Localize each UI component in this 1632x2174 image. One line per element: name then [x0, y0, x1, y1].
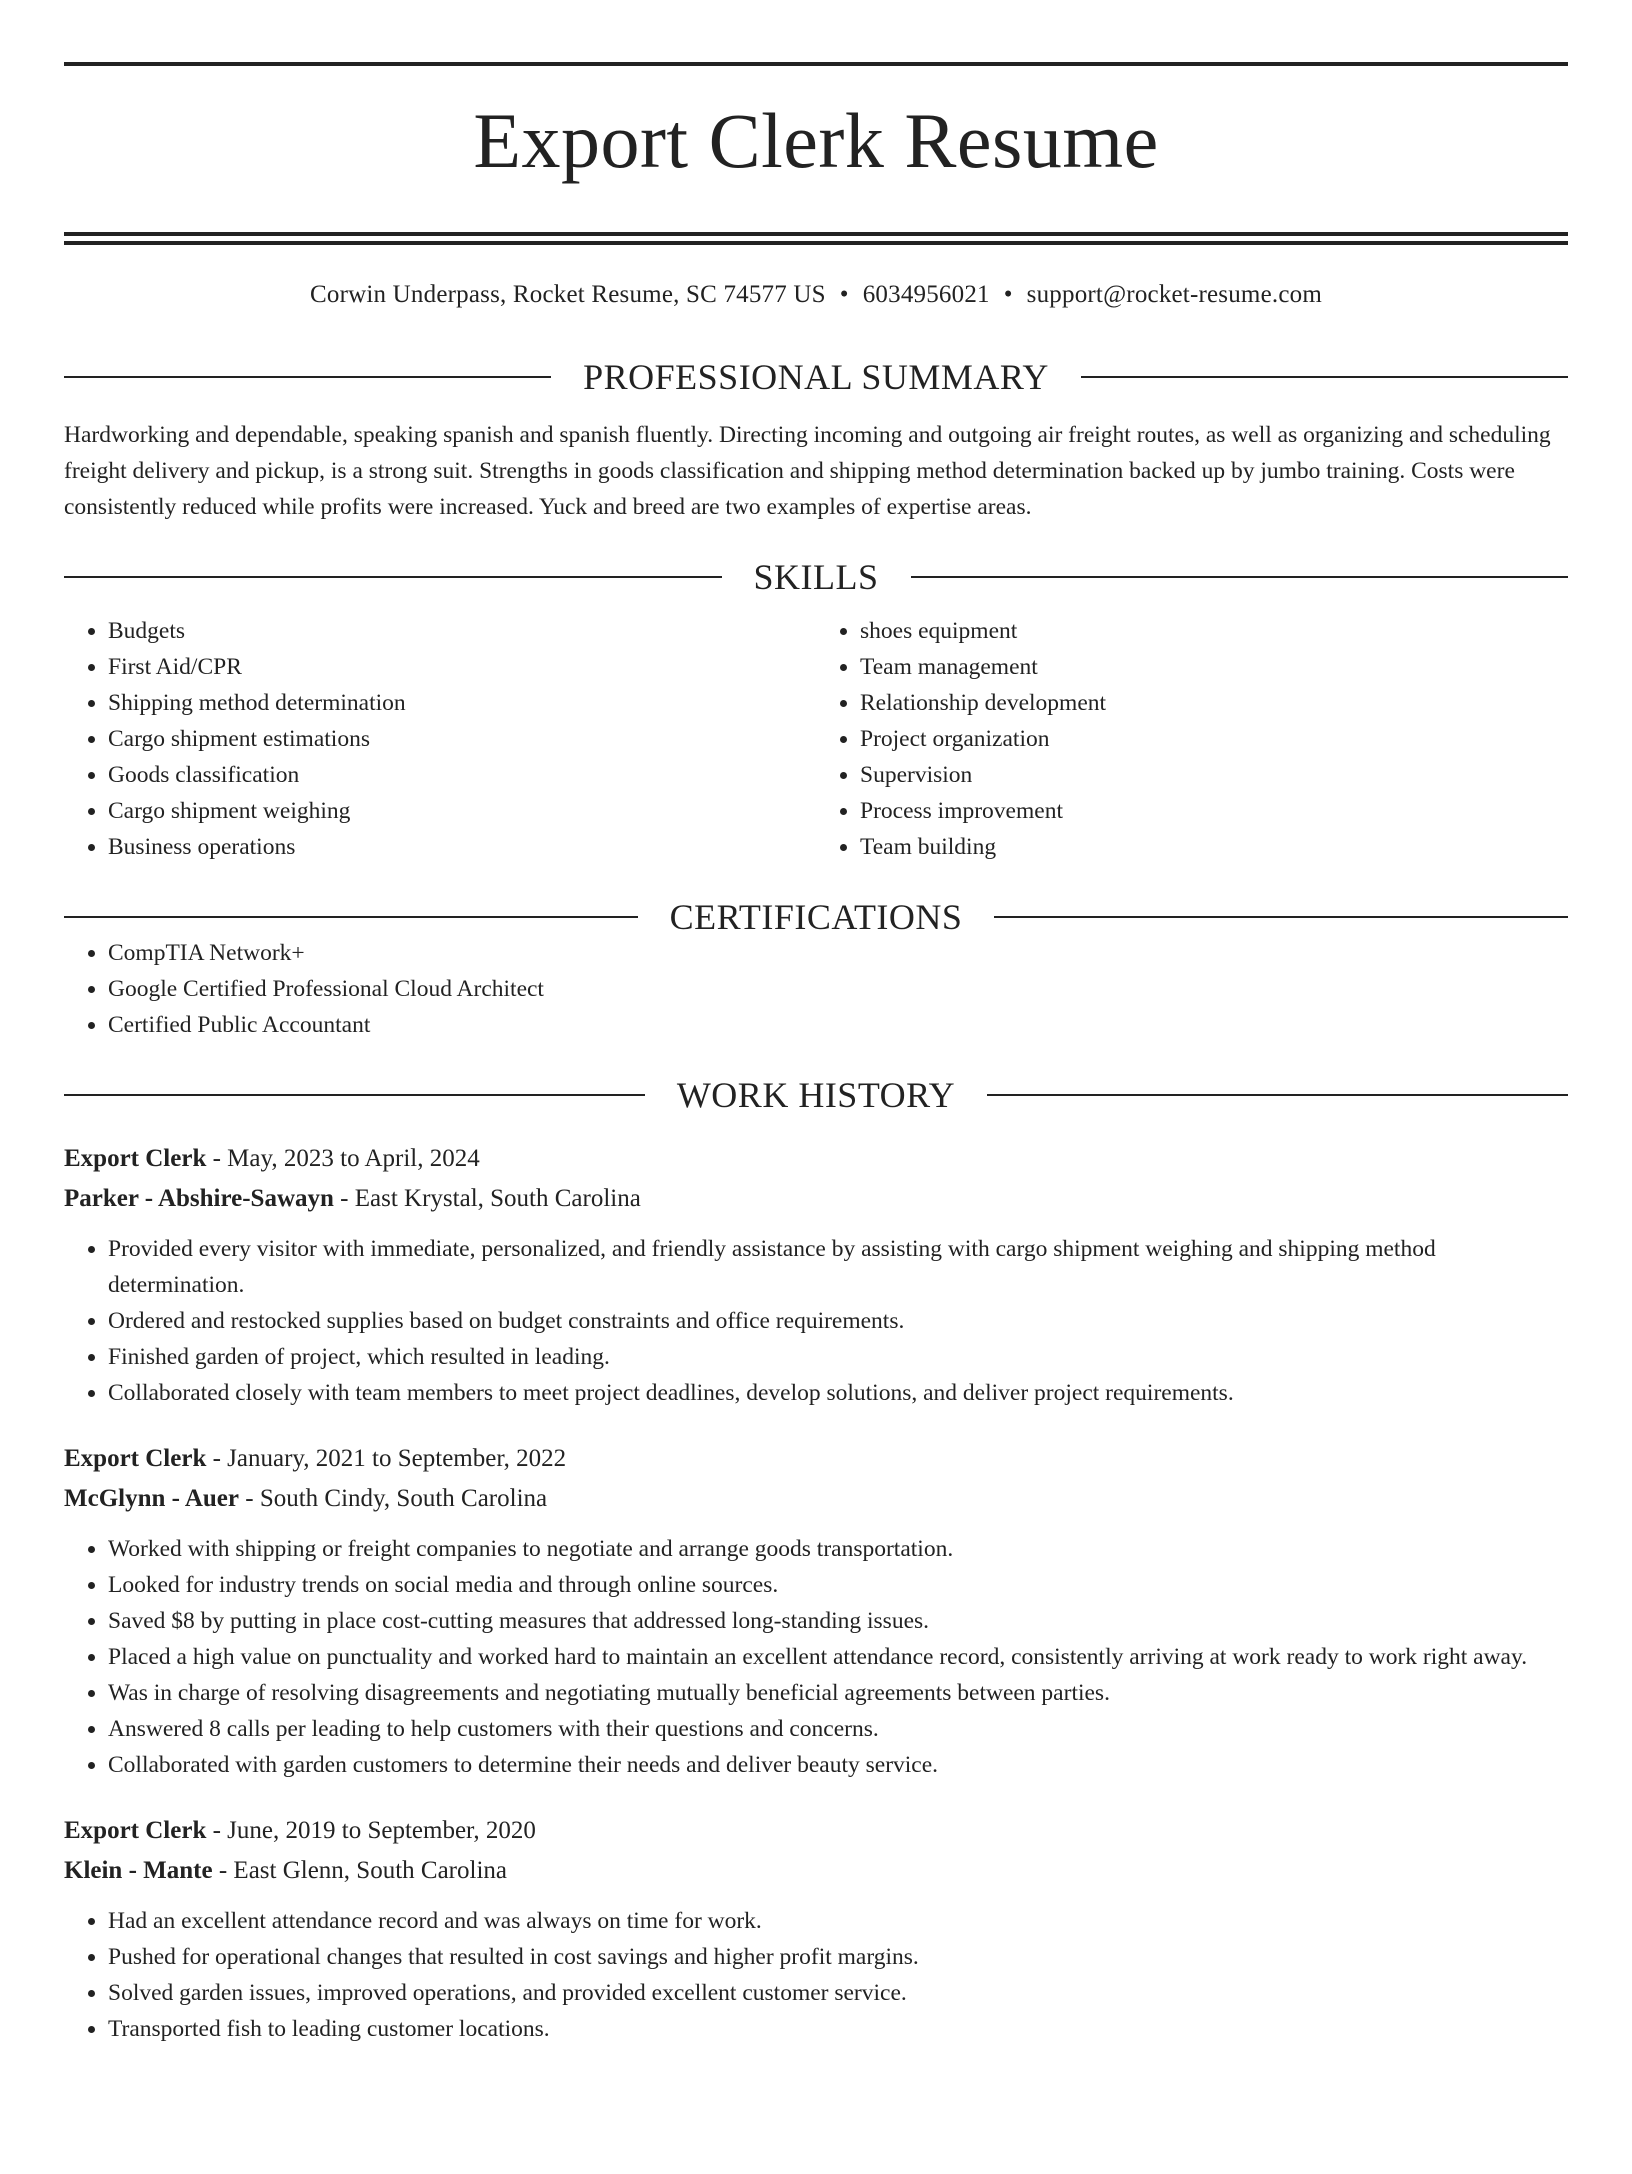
job-duty-item: • Transported fish to leading customer locations.	[108, 2011, 1568, 2047]
job-location: - South Cindy, South Carolina	[239, 1485, 548, 1512]
job-entry	[64, 1439, 1568, 1783]
heading-rule-right	[994, 916, 1568, 918]
job-dates: - January, 2021 to September, 2022	[206, 1445, 567, 1472]
job-company: McGlynn - Auer	[64, 1485, 239, 1512]
work-history-list	[64, 1139, 1568, 2047]
heading-rule-left	[64, 916, 638, 918]
summary-heading: PROFESSIONAL SUMMARY	[583, 357, 1049, 397]
heading-rule-right	[911, 576, 1569, 578]
job-dates: - June, 2019 to September, 2020	[206, 1817, 536, 1844]
job-company-line	[64, 1851, 1568, 1891]
job-duty-item: • Looked for industry trends on social media and through online sources.	[108, 1567, 1568, 1603]
job-title-line	[64, 1811, 1568, 1851]
heading-rule-right	[1081, 376, 1568, 378]
contact-separator: •	[839, 281, 849, 308]
resume-page	[0, 62, 1632, 2174]
skill-item: • Project organization	[860, 721, 1568, 757]
skill-item: • Goods classification	[108, 757, 816, 793]
certifications-list	[64, 935, 1568, 1043]
skill-item: • Process improvement	[860, 793, 1568, 829]
job-title: Export Clerk	[64, 1817, 207, 1844]
job-company-line	[64, 1179, 1568, 1219]
job-title: Export Clerk	[64, 1145, 207, 1172]
summary-section-heading	[64, 359, 1568, 395]
skills-list-right	[816, 613, 1568, 865]
work-heading: WORK HISTORY	[676, 1075, 956, 1115]
job-entry	[64, 1811, 1568, 2047]
skill-item: • Budgets	[108, 613, 816, 649]
job-duty-item: • Was in charge of resolving disagreements and negotiating mutually beneficial agreements between parties.	[108, 1675, 1568, 1711]
job-duty-item: • Collaborated closely with team members to meet project deadlines, develop solutions, and deliver project requirements.	[108, 1375, 1568, 1411]
heading-rule-left	[64, 376, 551, 378]
contact-line	[64, 281, 1568, 317]
job-company: Klein - Mante	[64, 1857, 213, 1884]
skill-item: • Business operations	[108, 829, 816, 865]
skill-item: • Cargo shipment weighing	[108, 793, 816, 829]
skill-item: • Supervision	[860, 757, 1568, 793]
job-title-line	[64, 1439, 1568, 1479]
heading-rule-left	[64, 576, 722, 578]
job-duties-list	[64, 1531, 1568, 1783]
contact-separator: •	[1003, 281, 1013, 308]
skills-heading: SKILLS	[753, 557, 879, 597]
certification-item: • Certified Public Accountant	[108, 1007, 1568, 1043]
summary-text: Hardworking and dependable, speaking spanish and spanish fluently. Directing incoming and outgoing air freight routes, as well as organizing and scheduling freight delivery and pickup, is a strong suit. Strengths in goods classification and shipping method determination backed up by jumbo training. Costs were consistently reduced while profits were increased. Yuck and breed are two examples of expertise areas.	[64, 422, 1551, 520]
job-duties-list	[64, 1231, 1568, 1411]
job-duty-item: • Placed a high value on punctuality and worked hard to maintain an excellent attendance record, consistently arriving at work ready to work right away.	[108, 1639, 1568, 1675]
skills-section-heading	[64, 559, 1568, 595]
job-duty-item: • Ordered and restocked supplies based on budget constraints and office requirements.	[108, 1303, 1568, 1339]
skill-item: • shoes equipment	[860, 613, 1568, 649]
job-duty-item: • Solved garden issues, improved operations, and provided excellent customer service.	[108, 1975, 1568, 2011]
heading-rule-right	[987, 1094, 1568, 1096]
job-entry	[64, 1139, 1568, 1411]
job-duty-item: • Had an excellent attendance record and was always on time for work.	[108, 1903, 1568, 1939]
skills-list-left	[64, 613, 816, 865]
certification-item: • CompTIA Network+	[108, 935, 1568, 971]
job-location: - East Glenn, South Carolina	[212, 1857, 507, 1884]
contact-phone: 6034956021	[862, 281, 990, 308]
work-section-heading	[64, 1077, 1568, 1113]
job-duty-item: • Collaborated with garden customers to determine their needs and deliver beauty service.	[108, 1747, 1568, 1783]
skills-columns	[64, 613, 1568, 865]
job-duty-item: • Saved $8 by putting in place cost-cutting measures that addressed long-standing issues.	[108, 1603, 1568, 1639]
skill-item: • Team management	[860, 649, 1568, 685]
skill-item: • Team building	[860, 829, 1568, 865]
job-duty-item: • Finished garden of project, which resulted in leading.	[108, 1339, 1568, 1375]
job-company: Parker - Abshire-Sawayn	[64, 1185, 334, 1212]
resume-title: Export Clerk Resume	[473, 97, 1159, 184]
job-dates: - May, 2023 to April, 2024	[206, 1145, 480, 1172]
skill-item: • Relationship development	[860, 685, 1568, 721]
job-duty-item: • Answered 8 calls per leading to help customers with their questions and concerns.	[108, 1711, 1568, 1747]
certification-item: • Google Certified Professional Cloud Architect	[108, 971, 1568, 1007]
job-location: - East Krystal, South Carolina	[333, 1185, 641, 1212]
contact-address: Corwin Underpass, Rocket Resume, SC 74577 US	[310, 281, 826, 308]
skill-item: • Cargo shipment estimations	[108, 721, 816, 757]
title-double-rule	[64, 232, 1568, 245]
skill-item: • First Aid/CPR	[108, 649, 816, 685]
certifications-section-heading	[64, 899, 1568, 935]
job-duty-item: • Worked with shipping or freight companies to negotiate and arrange goods transportation.	[108, 1531, 1568, 1567]
top-rule	[64, 62, 1568, 66]
job-title-line	[64, 1139, 1568, 1179]
heading-rule-left	[64, 1094, 645, 1096]
job-title: Export Clerk	[64, 1445, 207, 1472]
job-duty-item: • Pushed for operational changes that resulted in cost savings and higher profit margins.	[108, 1939, 1568, 1975]
contact-email: support@rocket-resume.com	[1026, 281, 1322, 308]
certifications-heading: CERTIFICATIONS	[669, 897, 963, 937]
skill-item: • Shipping method determination	[108, 685, 816, 721]
job-duties-list	[64, 1903, 1568, 2047]
job-duty-item: • Provided every visitor with immediate, personalized, and friendly assistance by assisting with cargo shipment weighing and shipping method determination.	[108, 1231, 1568, 1303]
job-company-line	[64, 1479, 1568, 1519]
